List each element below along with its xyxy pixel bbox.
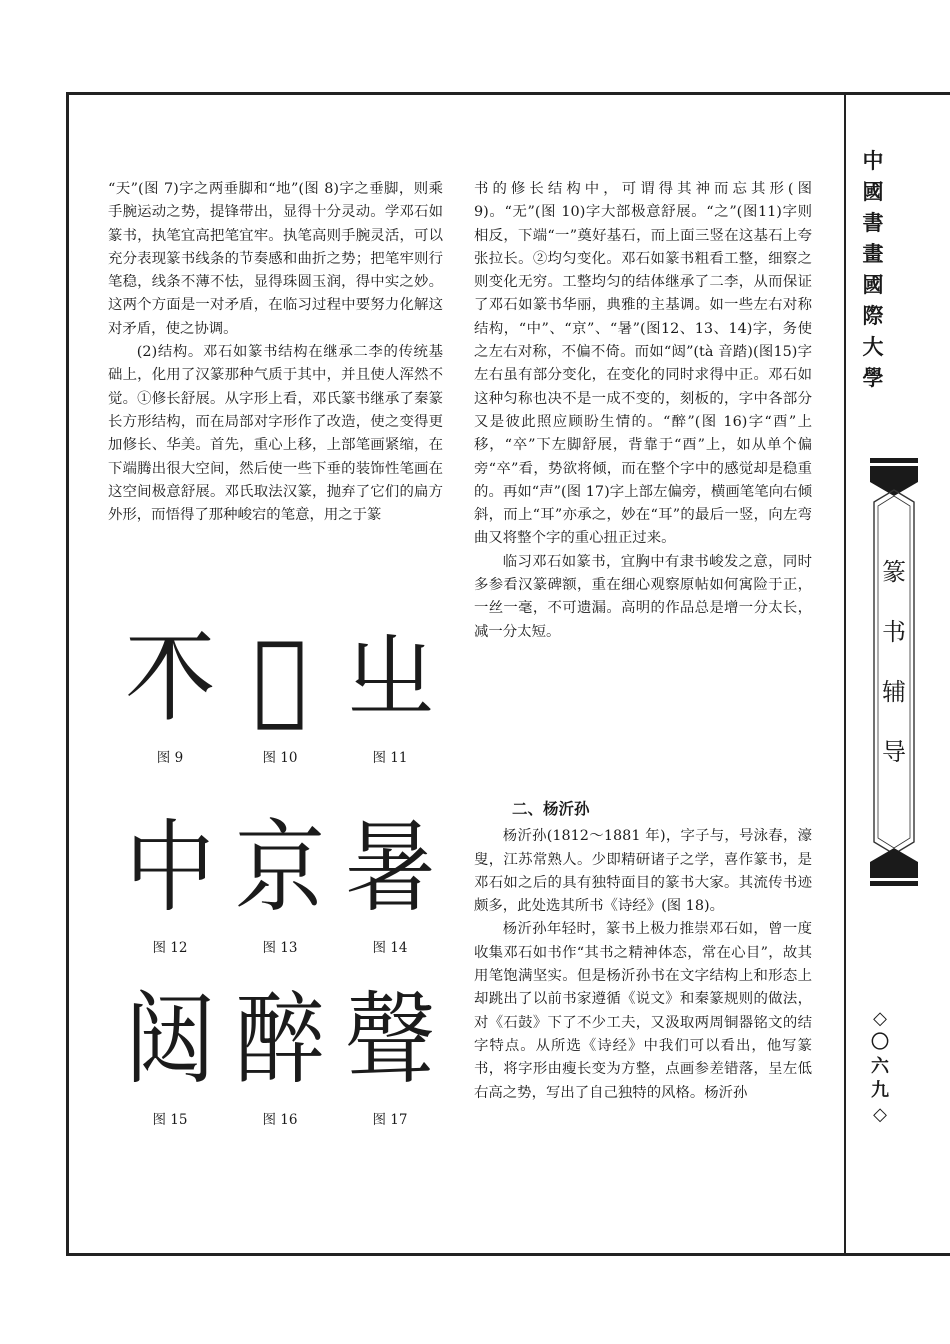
paragraph: 临习邓石如篆书，宜胸中有隶书峻发之意，同时多参看汉篆碑额，重在细心观察原帖如何寓险于正，一丝一毫，不可遗漏。高明的作品总是增一分太长，减一分太短。: [474, 553, 812, 640]
figure-caption: 图 13: [262, 940, 298, 956]
paragraph: (2)结构。邓石如篆书结构在继承二李的传统基础上，化用了汉篆那种气质于其中，并且使人浑然不觉。①修长舒展。从字形上看，邓氏篆书继承了秦篆长方形结构，而在局部对字形作了改造，使之变得更加修长、华美。首先，重心上移，上部笔画紧缩，在下端腾出很大空间，然后使一些下垂的装饰性笔画在这空间极意舒展。邓氏取法汉篆，抛弃了它们的扁方外形，而悟得了那种峻宕的笔意，用之于篆: [108, 344, 443, 524]
seal-script-glyph: 𣎴: [125, 619, 215, 736]
seal-script-glyph: 暑: [345, 809, 435, 926]
title-char: 大: [862, 334, 884, 359]
tab-char: 导: [882, 738, 906, 766]
seal-script-glyph: 京: [235, 809, 325, 926]
title-char: 畫: [862, 241, 884, 266]
right-column: [474, 178, 812, 644]
page-number: [862, 1007, 898, 1127]
figure-caption: 图 16: [262, 1112, 298, 1128]
diamond-icon: ◇: [873, 1008, 887, 1029]
section-two: [474, 798, 812, 1105]
figure-caption: 图 11: [372, 750, 408, 766]
figure-12: [120, 808, 220, 956]
section-tab: [864, 458, 924, 886]
figure-11: [340, 618, 440, 766]
section-tab-label: [864, 542, 924, 782]
seal-script-glyph: 㞢: [345, 619, 435, 736]
figure-17: [340, 980, 440, 1128]
figure-caption: 图 14: [372, 940, 408, 956]
title-char: 際: [862, 303, 884, 328]
paragraph: “天”(图 7)字之两垂脚和“地”(图 8)字之垂脚，则乘手腕运动之势，提锋带出，显得十分灵动。学邓石如篆书，执笔宜高把笔宜牢。执笔高则手腕灵活，可以充分表现篆书线条的节奏感和曲折之势；把笔牢则行笔稳，线条不薄不怯，显得珠圆玉润，得中实之妙。这两个方面是一对矛盾，在临习过程中要努力化解这对矛盾，使之协调。: [108, 181, 443, 337]
seal-script-glyph: 闼: [125, 981, 215, 1098]
page-digit: 九: [871, 1080, 889, 1101]
figure-caption: 图 17: [372, 1112, 408, 1128]
figure-row-2: [120, 808, 440, 973]
diamond-icon: ◇: [873, 1104, 887, 1125]
figure-caption: 图 12: [152, 940, 188, 956]
figure-9: [120, 618, 220, 766]
seal-script-glyph: 𣟨: [252, 619, 307, 736]
paragraph: 杨沂孙年轻时，篆书上极力推崇邓石如，曾一度收集邓石如书作“其书之精神体态，常在心目”，故其用笔饱满坚实。但是杨沂孙书在文字结构上和形态上却跳出了以前书家遵循《说文》和秦篆规则的做法，对《石鼓》下了不少工夫，又汲取两周铜器铭文的结字特点。从所选《诗经》中我们可以看出，他写篆书，将字形由瘦长变为方整，点画参差错落，呈左低右高之势，写出了自己独特的风格。杨沂孙: [474, 921, 812, 1101]
figure-10: [230, 618, 330, 766]
figure-13: [230, 808, 330, 956]
title-char: 書: [862, 210, 884, 235]
tab-char: 书: [882, 618, 906, 646]
title-char: 中: [862, 148, 884, 173]
title-char: 國: [862, 272, 884, 297]
figure-caption: 图 9: [156, 750, 184, 766]
figure-15: [120, 980, 220, 1128]
figure-row-1: [120, 618, 440, 783]
paragraph: 杨沂孙(1812～1881 年)，字子与，号泳春，濠叟，江苏常熟人。少即精研诸子之学，喜作篆书，是邓石如之后的具有独特面目的篆书大家。其流传书迹颇多，此处选其所书《诗经》(图 18)。: [474, 828, 812, 915]
seal-script-glyph: 中: [125, 809, 215, 926]
section-heading: 二、杨沂孙: [512, 800, 590, 818]
left-column: [108, 178, 443, 527]
figure-16: [230, 980, 330, 1128]
page-digit: 六: [871, 1056, 889, 1077]
title-char: 學: [862, 365, 884, 390]
figure-row-3: [120, 980, 440, 1145]
seal-script-glyph: 聲: [345, 981, 435, 1098]
figure-caption: 图 10: [262, 750, 298, 766]
paragraph: 书的修长结构中，可谓得其神而忘其形(图9)。“无”(图 10)字大部极意舒展。“之”(图11)字则相反，下端“一”奠好基石，而上面三竖在这基石上夸张拉长。②均匀变化。邓石如篆书粗看工整，细察之则变化无穷。工整均匀的结体继承了二李，从而保证了邓石如篆书华丽，典雅的主基调。如一些左右对称结构，“中”、“京”、“暑”(图12、13、14)字，务使之左右对称，不偏不倚。而如“闼”(tà 音踏)(图15)字左右虽有部分变化，在变化的同时求得中正。邓石如这种匀称也决不是一成不变的，刻板的，字中各部分又是彼此照应顾盼生情的。“醉”(图 16)字“酉”上移，“卒”下左脚舒展，背靠于“酉”上，如从单个偏旁“卒”看，势欲将倾，而在整个字中的感觉却是稳重的。再如“声”(图 17)字上部左偏旁，横画笔笔向右倾斜，而上“耳”亦承之，妙在“耳”的最后一竖，向左弯曲又将整个字的重心扭正过来。: [474, 181, 812, 547]
page-digit: 〇: [871, 1032, 889, 1053]
running-title: [858, 145, 888, 393]
title-char: 國: [862, 179, 884, 204]
side-margin-rule: [844, 92, 846, 1253]
figure-caption: 图 15: [152, 1112, 188, 1128]
tab-char: 辅: [882, 678, 906, 706]
tab-char: 篆: [882, 558, 906, 586]
figure-14: [340, 808, 440, 956]
seal-script-glyph: 醉: [235, 981, 325, 1098]
